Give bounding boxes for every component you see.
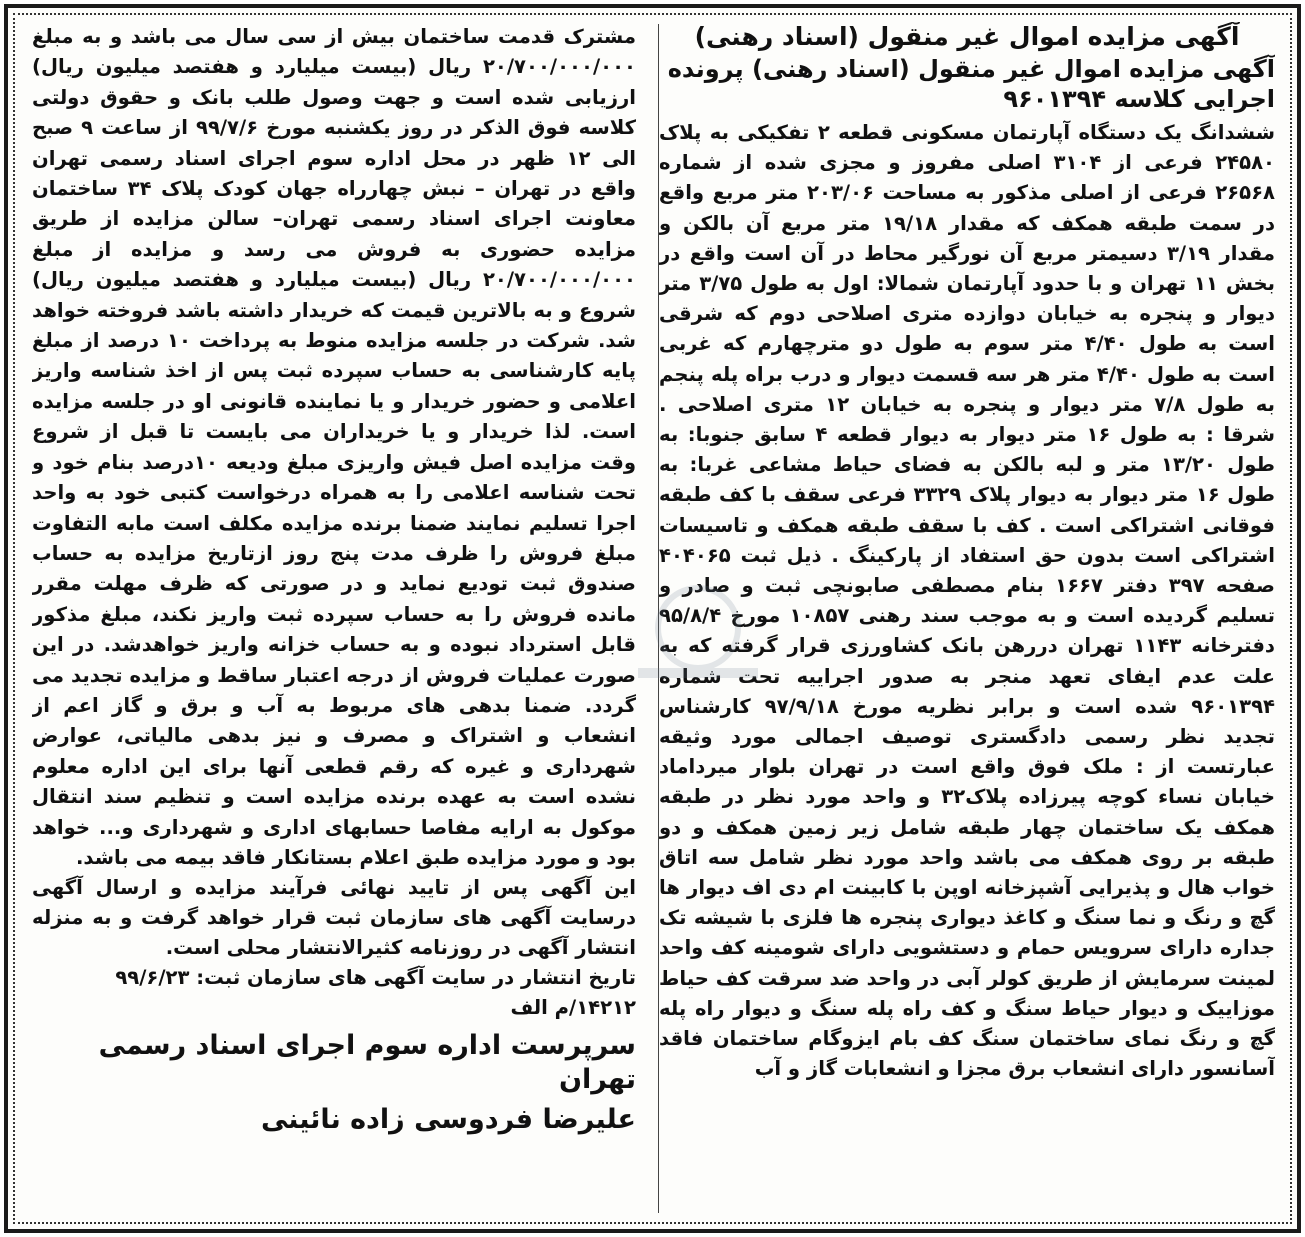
left-column bbox=[32, 22, 636, 1219]
notice-subheadline: آگهی مزایده اموال غیر منقول (اسناد رهنی) پرونده اجرایی کلاسه ۹۶۰۱۳۹۴ bbox=[667, 55, 1275, 113]
column-divider bbox=[658, 24, 659, 1213]
reference-number: ۱۴۲۱۲/م الف bbox=[510, 996, 636, 1020]
signatory-title: سرپرست اداره سوم اجرای اسناد رسمی تهران bbox=[98, 1030, 636, 1096]
property-description: ششدانگ یک دستگاه آپارتمان مسکونی قطعه ۲ تفکیکی به پلاک ۲۴۵۸۰ فرعی از ۳۱۰۴ اصلی مفروز و مجزی شده از شماره ۲۶۵۶۸ فرعی از اصلی مذکور به مساحت ۲۰۳/۰۶ متر مربع واقع در سمت طبقه همکف که مقدار ۱۹/۱۸ متر مربع آن بالکن و مقدار ۳/۱۹ دسیمتر مربع آن نورگیر محاط در آن است واقع در بخش ۱۱ تهران و با حدود آپارتمان شمالا: اول به طول ۳/۷۵ متر دیوار و پنجره به خیابان دوازده متری اصلاحی دوم که شرقی است به طول ۴/۴۰ متر سوم به طول دو مترچهارم که غربی است به طول ۴/۴۰ متر هر سه قسمت دیوار و درب براه پله پنجم به طول ۷/۸ متر دیوار و پنجره به خیابان ۱۲ متری اصلاحی . شرقا : به طول ۱۶ متر دیوار به دیوار قطعه ۴ سابق جنوبا: به طول ۱۳/۲۰ متر و لبه بالکن به فضای حیاط مشاعی غربا: به طول ۱۶ متر دیوار به دیوار پلاک ۳۳۲۹ فرعی سقف با کف طبقه فوقانی اشتراکی است . کف با سقف طبقه همکف و تاسیسات اشتراکی است بدون حق استفاد از پارکینگ . ذیل ثبت ۴۰۴۰۶۵ صفحه ۳۹۷ دفتر ۱۶۶۷ بنام مصطفی صابونچی ثبت و صادر و تسلیم گردیده است و به موجب سند رهنی ۱۰۸۵۷ مورخ ۹۵/۸/۴ دفترخانه ۱۱۴۳ تهران دررهن بانک کشاورزی قرار گرفته که به علت عدم ایفای تعهد منجر به صدور اجراییه تحت شماره ۹۶۰۱۳۹۴ شده است و برابر نظریه مورخ ۹۷/۹/۱۸ کارشناس تجدید نظر رسمی دادگستری توصیف اجمالی مورد وثیقه عبارتست از : ملک فوق واقع است در تهران بلوار میرداماد خیابان نساء کوچه پیرزاده پلاک۳۲ و واحد مورد نظر در طبقه همکف یک ساختمان چهار طبقه شامل زیر زمین همکف و دو طبقه بر روی همکف می باشد واحد مورد نظر شامل سه اتاق خواب هال و پذیرایی آشپزخانه اوپن با کابینت ام دی اف دیوار ها گچ و رنگ و نما سنگ و کاغذ دیواری پنجره ها فلزی با شیشه تک جداره دارای سرویس حمام و دستشویی دارای شومینه کف واحد لمینت سرمایش از طریق کولر آبی در واحد ضد سرقت کف حیاط موزاییک و دیوار حیاط سنگ و کف راه پله سنگ و دیوار راه پله گچ و رنگ نمای ساختمان سنگ کف بام ایزوگام ساختمان فاقد آسانسور دارای انشعاب برق مجزا و انشعابات گاز و آب bbox=[659, 121, 1275, 1081]
closing-note: این آگهی پس از تایید نهائی فرآیند مزایده و ارسال آگهی درسایت آگهی های سازمان ثبت قرار خواهد گرفت و به منزله انتشار آگهی در روزنامه کثیرالانتشار محلی است. bbox=[32, 876, 636, 960]
publish-date: تاریخ انتشار در سایت آگهی های سازمان ثبت: ۹۹/۶/۲۳ bbox=[115, 966, 636, 990]
signatory-name: علیرضا فردوسی زاده نائینی bbox=[260, 1104, 636, 1136]
notice-frame bbox=[4, 4, 1301, 1233]
auction-terms: مشترک قدمت ساختمان بیش از سی سال می باشد و به مبلغ ۲۰/۷۰۰/۰۰۰/۰۰۰ ریال (بیست میلیارد و هفتصد میلیون ریال) ارزیابی شده است و جهت وصول طلب بانک و حقوق دولتی کلاسه فوق الذکر در روز یکشنبه مورخ ۹۹/۷/۶ از ساعت ۹ صبح الی ۱۲ ظهر در محل اداره سوم اجرای اسناد رسمی تهران واقع در تهران – نبش چهارراه جهان کودک پلاک ۳۴ ساختمان معاونت اجرای اسناد رسمی تهران– سالن مزایده از طریق مزایده حضوری به فروش می رسد و مزایده از مبلغ ۲۰/۷۰۰/۰۰۰/۰۰۰ ریال (بیست میلیارد و هفتصد میلیون ریال) شروع و به بالاترین قیمت که خریدار داشته باشد فروخته خواهد شد. شرکت در جلسه مزایده منوط به پرداخت ۱۰ درصد از مبلغ پایه کارشناسی به حساب سپرده ثبت پس از اخذ شناسه واریز اعلامی و حضور خریدار و یا نماینده قانونی او در جلسه مزایده است. لذا خریدار و یا خریداران می بایست تا قبل از شروع وقت مزایده اصل فیش واریزی مبلغ ودیعه ۱۰درصد بنام خود و تحت شناسه اعلامی را به همراه درخواست کتبی خود به واحد اجرا تسلیم نمایند ضمنا برنده مزایده مکلف است مابه التفاوت مبلغ فروش را ظرف مدت پنج روز ازتاریخ مزایده به حساب صندوق ثبت تودیع نماید و در صورتی که ظرف مهلت مقرر مانده فروش را به حساب سپرده ثبت واریز نکند، مبلغ مذکور قابل استرداد نبوده و به حساب خزانه واریز خواهدشد. در این صورت عملیات فروش از درجه اعتبار ساقط و مزایده تجدید می گردد. ضمنا بدهی های مربوط به آب و برق و گاز اعم از انشعاب و اشتراک و مصرف و نیز بدهی مالیاتی، عوارض شهرداری و غیره که رقم قطعی آنها برای این اداره معلوم نشده است به عهده برنده مزایده است و تنظیم سند انتقال موکول به ارایه مفاصا حسابهای اداری و شهرداری و... خواهد بود و مورد مزایده طبق اعلام بستانکار فاقد بیمه می باشد. bbox=[32, 25, 636, 869]
notice-headline: آگهی مزایده اموال غیر منقول (اسناد رهنی) bbox=[694, 22, 1240, 51]
right-column bbox=[659, 22, 1275, 1219]
